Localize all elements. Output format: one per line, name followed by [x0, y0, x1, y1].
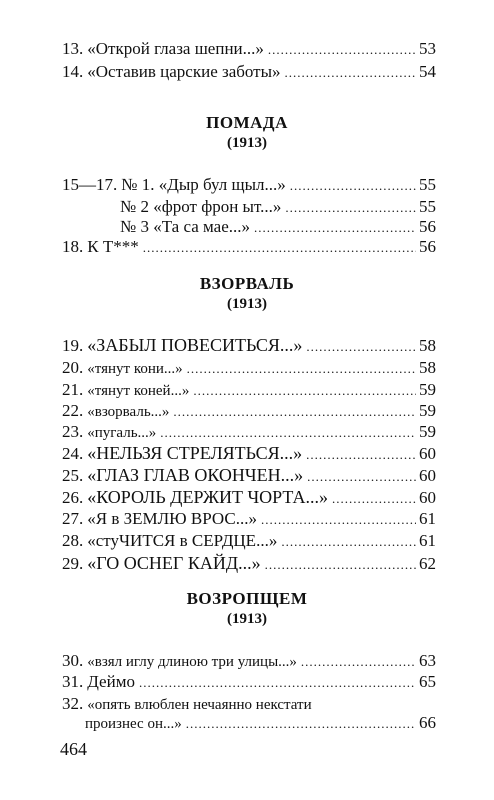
dot-leader — [187, 358, 416, 380]
entry-page: 58 — [419, 358, 436, 377]
dot-leader — [332, 488, 416, 510]
toc-entry — [62, 508, 436, 531]
dot-leader — [306, 336, 416, 358]
dot-leader — [193, 380, 416, 402]
entry-page: 59 — [419, 380, 436, 399]
entry-number: 23. — [62, 422, 84, 441]
section-year: (1913) — [227, 611, 267, 627]
entry-title: «НЕЛЬЗЯ СТРЕЛЯТЬСЯ...» — [87, 443, 303, 463]
entry-page: 63 — [419, 651, 436, 670]
toc-entry — [62, 400, 436, 423]
dot-leader — [281, 531, 416, 553]
entry-page: 55 — [419, 175, 436, 194]
toc-entry — [62, 174, 436, 197]
toc-entry — [62, 486, 436, 510]
dot-leader — [186, 716, 416, 732]
entry-title: № 3 «Та са мае...» — [120, 217, 251, 236]
section-year: (1913) — [227, 135, 267, 151]
toc-entry — [62, 357, 436, 380]
dot-leader — [301, 651, 416, 673]
entry-title: «ЗАБЫЛ ПОВЕСИТЬСЯ...» — [87, 335, 303, 355]
entry-title: произнес он...» — [85, 716, 182, 732]
entry-page: 61 — [419, 531, 436, 550]
toc-entry-continuation — [85, 713, 436, 733]
toc-entry — [62, 421, 436, 444]
entry-page: 60 — [419, 488, 436, 507]
entry-page: 55 — [419, 197, 436, 216]
entry-number: 30. — [62, 651, 84, 670]
entry-title: «КОРОЛЬ ДЕРЖИТ ЧОРТА...» — [87, 487, 328, 507]
entry-title: «взял иглу длиною три улицы...» — [87, 654, 297, 670]
entry-number: 20. — [62, 358, 84, 377]
toc-entry — [62, 530, 436, 553]
toc-entry — [62, 38, 436, 61]
page-number: 464 — [60, 739, 87, 759]
dot-leader — [265, 554, 416, 576]
dot-leader — [268, 39, 416, 61]
entry-title: «опять влюблен нечаянно некстати — [87, 697, 312, 713]
entry-number: 29. — [62, 554, 84, 573]
entry-title: «Я в ЗЕМЛЮ ВРОС...» — [87, 509, 257, 528]
entry-title: «ГЛАЗ ГЛАВ ОКОНЧЕН...» — [87, 465, 304, 485]
entry-title: «пугаль...» — [87, 425, 157, 441]
entry-page: 59 — [419, 422, 436, 441]
entry-number: 22. — [62, 401, 84, 420]
entry-title: № 2 «фрот фрон ыт...» — [120, 197, 282, 216]
dot-leader — [143, 237, 416, 259]
entry-page: 66 — [419, 713, 436, 732]
entry-number: 19. — [62, 336, 84, 355]
entry-title: «Оставив царские заботы» — [87, 62, 281, 81]
dot-leader — [306, 444, 416, 466]
entry-page: 54 — [419, 62, 436, 81]
dot-leader — [285, 62, 416, 84]
dot-leader — [290, 175, 416, 197]
entry-number: 28. — [62, 531, 84, 550]
entry-page: 61 — [419, 509, 436, 528]
section-year: (1913) — [227, 296, 267, 312]
toc-entry — [62, 442, 436, 466]
entry-number: 24. — [62, 444, 84, 463]
section-heading: ВОЗРОПЩЕМ — [186, 589, 308, 608]
entry-title: № 1. «Дыр бул щыл...» — [121, 175, 286, 194]
dot-leader — [173, 401, 416, 423]
entry-title: «стуЧИТСЯ в СЕРДЦЕ...» — [87, 531, 278, 550]
entry-number: 18. — [62, 237, 84, 256]
entry-title: «взорваль...» — [87, 404, 170, 420]
section-heading: ПОМАДА — [206, 113, 288, 132]
toc-entry — [62, 61, 436, 84]
dot-leader — [261, 509, 416, 531]
entry-page: 56 — [419, 217, 436, 236]
toc-entry — [62, 671, 436, 694]
entry-page: 59 — [419, 401, 436, 420]
entry-page: 53 — [419, 39, 436, 58]
entry-title: «тянут коней...» — [87, 383, 190, 399]
entry-number: 26. — [62, 488, 84, 507]
toc-entry — [62, 552, 436, 576]
section-heading: ВЗОРВАЛЬ — [199, 274, 295, 293]
entry-number: 14. — [62, 62, 84, 81]
entry-page: 65 — [419, 672, 436, 691]
entry-title: Деймо — [87, 672, 135, 691]
entry-number: 21. — [62, 380, 84, 399]
entry-title: «тянут кони...» — [87, 361, 183, 377]
entry-number: 15—17. — [62, 175, 118, 194]
entry-page: 62 — [419, 554, 436, 573]
dot-leader — [139, 672, 416, 694]
entry-title: «ГО ОСНЕГ КАЙД...» — [87, 553, 261, 573]
entry-number: 25. — [62, 466, 84, 485]
entry-page: 60 — [419, 466, 436, 485]
entry-title: «Открой глаза шепни...» — [87, 39, 264, 58]
entry-page: 56 — [419, 237, 436, 256]
toc-entry — [62, 464, 436, 488]
entry-title: К Т*** — [87, 237, 139, 256]
toc-entry — [62, 334, 436, 358]
entry-number: 13. — [62, 39, 84, 58]
toc-entry — [62, 650, 436, 673]
entry-number: 32. — [62, 694, 84, 713]
toc-entry — [62, 379, 436, 402]
entry-page: 58 — [419, 336, 436, 355]
dot-leader — [160, 422, 416, 444]
dot-leader — [307, 466, 416, 488]
toc-entry — [62, 236, 436, 259]
entry-number: 27. — [62, 509, 84, 528]
entry-page: 60 — [419, 444, 436, 463]
entry-number: 31. — [62, 672, 84, 691]
